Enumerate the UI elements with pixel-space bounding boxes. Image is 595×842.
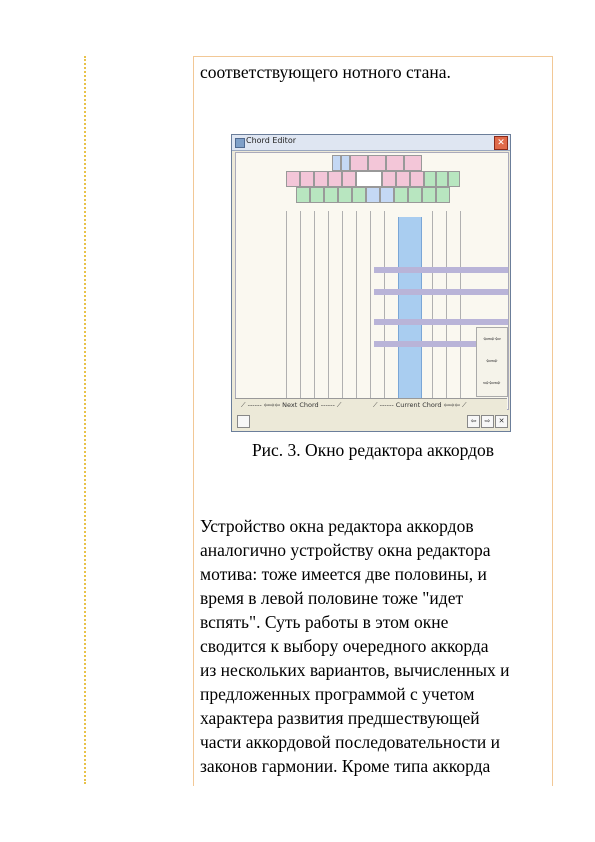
figure-caption: Рис. 3. Окно редактора аккордов	[251, 440, 495, 460]
paragraph-line: характера развития предшествующей	[200, 708, 480, 728]
body-paragraph	[200, 514, 552, 778]
status-next-chord: ⟋ ------ ⇦⇨⇦ Next Chord ------ ⟋	[241, 401, 342, 409]
chord-cell	[424, 171, 436, 187]
paragraph-line: законов гармонии. Кроме типа аккорда	[200, 756, 491, 776]
grid-line	[370, 211, 371, 409]
chord-cell	[328, 171, 342, 187]
chord-cell	[286, 171, 300, 187]
grid-line	[432, 211, 433, 409]
chord-cell	[410, 171, 424, 187]
toolbar-icon	[237, 415, 250, 428]
chord-cell	[436, 187, 450, 203]
paragraph-line: части аккордовой последовательности и	[200, 732, 500, 752]
chord-cell	[380, 187, 394, 203]
paragraph-line: мотива: тоже имеется две половины, и	[200, 564, 487, 584]
paragraph-line: предложенных программой с учетом	[200, 684, 475, 704]
paragraph-line: из нескольких вариантов, вычисленных и	[200, 660, 510, 680]
side-button: ⇦⇨	[486, 357, 498, 365]
grid-line	[300, 211, 301, 409]
grid-line	[314, 211, 315, 409]
chord-cell	[332, 155, 341, 171]
staff-bar	[374, 319, 508, 325]
chord-cell	[356, 171, 382, 187]
grid-line	[286, 211, 287, 409]
text-top-line: соответствующего нотного стана.	[200, 62, 451, 82]
side-button: ⇦⇨⇦	[483, 335, 501, 343]
paragraph-line: Устройство окна редактора аккордов	[200, 516, 474, 536]
chord-cell	[310, 187, 324, 203]
chord-cell	[350, 155, 368, 171]
grid-line	[356, 211, 357, 409]
paragraph-line: время в левой половине тоже "идет	[200, 588, 464, 608]
chord-editor-screenshot	[231, 134, 511, 432]
side-button-panel	[476, 327, 508, 397]
chord-cell	[352, 187, 366, 203]
close-icon: ✕	[495, 415, 508, 428]
chord-cell	[341, 155, 350, 171]
chord-cell	[324, 187, 338, 203]
paragraph-line: сводится к выбору очередного аккорда	[200, 636, 489, 656]
chord-cell	[342, 171, 356, 187]
chord-cell	[296, 187, 310, 203]
close-icon: ✕	[494, 136, 508, 150]
app-icon	[235, 138, 245, 148]
chord-cell	[368, 155, 386, 171]
back-icon: ⇦	[467, 415, 480, 428]
chord-cell	[408, 187, 422, 203]
chord-cell	[422, 187, 436, 203]
paragraph-line: вспять". Суть работы в этом окне	[200, 612, 449, 632]
forward-icon: ⇨	[481, 415, 494, 428]
chord-cell	[382, 171, 396, 187]
window-statusbar	[235, 398, 507, 411]
chord-cell	[338, 187, 352, 203]
window-title: Chord Editor	[246, 136, 296, 145]
side-button: ⇨⇦⇨	[483, 379, 501, 387]
paragraph-line: аналогично устройству окна редактора	[200, 540, 491, 560]
chord-cell	[448, 171, 460, 187]
chord-cell	[366, 187, 380, 203]
status-current-chord: ⟋ ------ Current Chord ⇦⇨⇦ ⟋	[373, 401, 467, 409]
staff-bar	[374, 289, 508, 295]
chord-cell	[386, 155, 404, 171]
chord-cell	[314, 171, 328, 187]
current-chord-column	[398, 217, 422, 409]
chord-cell	[300, 171, 314, 187]
margin-dotted-line	[84, 56, 86, 784]
grid-line	[342, 211, 343, 409]
grid-line	[460, 211, 461, 409]
window-bottom-toolbar	[235, 413, 507, 429]
chord-cell	[396, 171, 410, 187]
chord-cell	[436, 171, 448, 187]
grid-line	[384, 211, 385, 409]
window-titlebar	[232, 135, 510, 151]
chord-grid-canvas	[235, 152, 509, 410]
grid-line	[328, 211, 329, 409]
chord-cell	[404, 155, 422, 171]
grid-line	[446, 211, 447, 409]
staff-bar	[374, 267, 508, 273]
chord-cell	[394, 187, 408, 203]
